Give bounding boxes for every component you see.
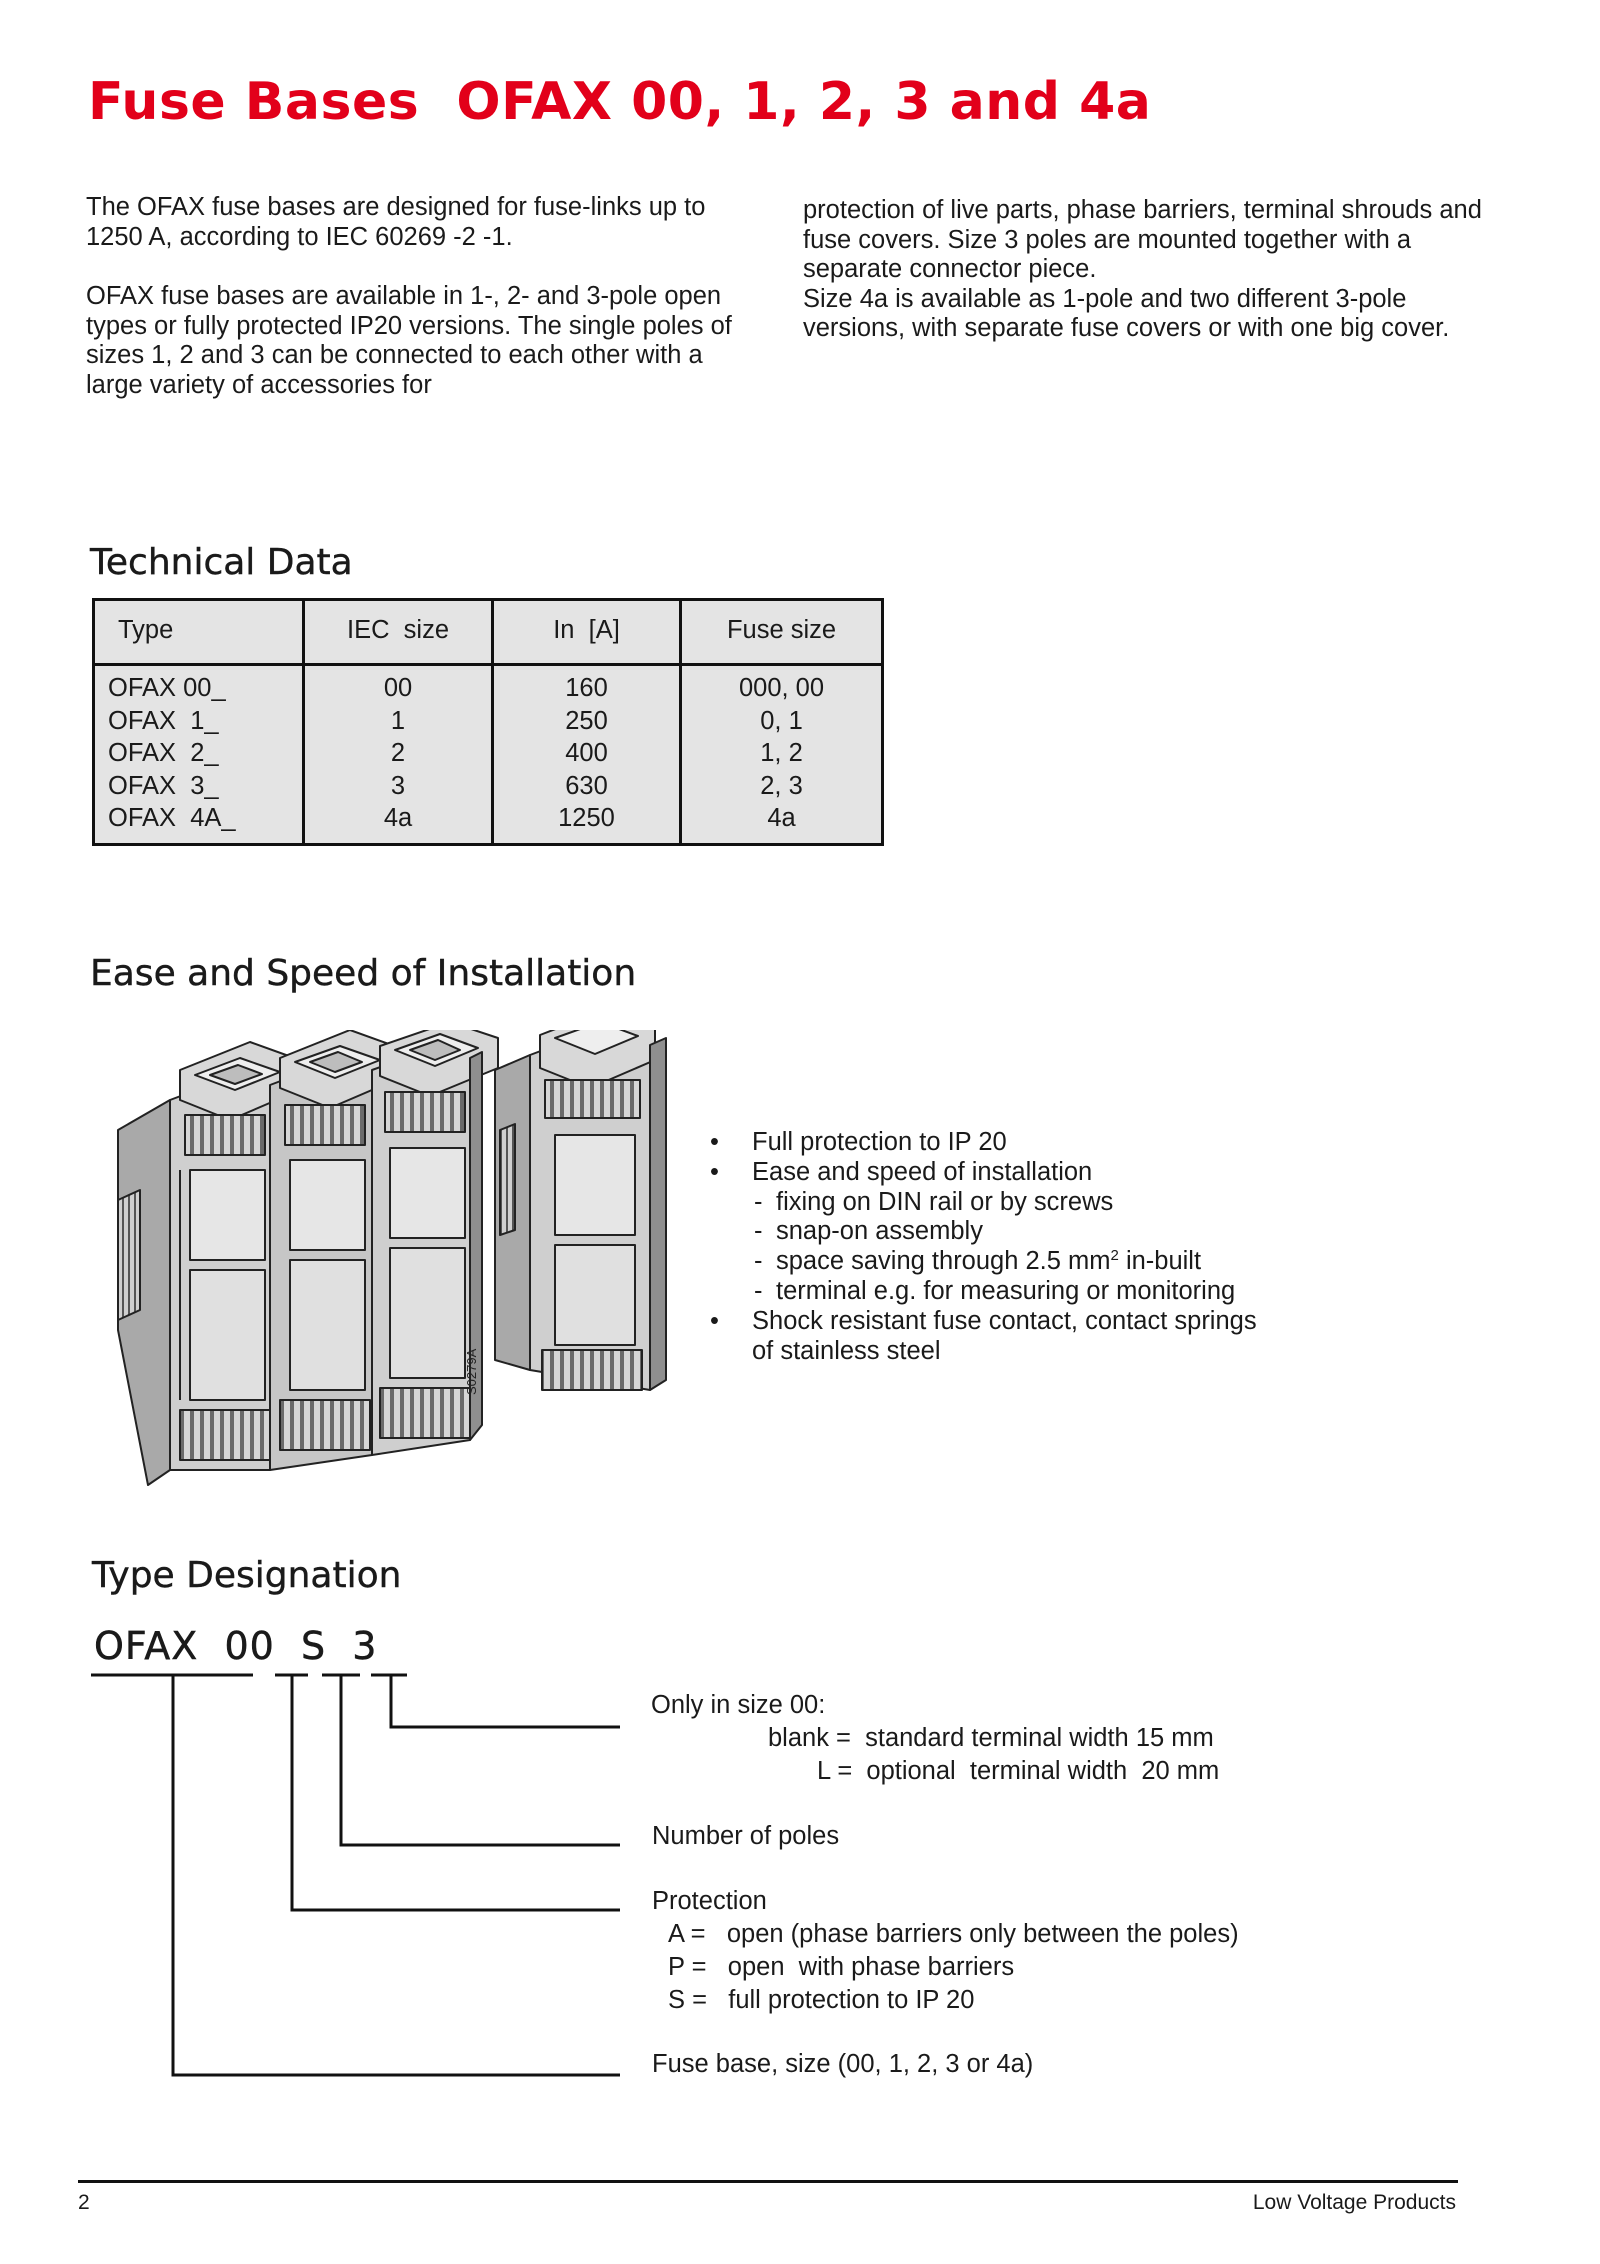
feature-text: terminal e.g. for measuring or monitoring (776, 1276, 1236, 1305)
image-code: S0279A (464, 1348, 479, 1395)
protection-option-a: A = open (phase barriers only between the poles) (668, 1920, 1239, 1948)
table-cell: 400 (565, 739, 608, 767)
fuse-base-illustration (110, 1030, 680, 1500)
table-cell: OFAX 1_ (108, 706, 219, 735)
feature-subitem: - snap-on assembly (708, 1217, 1348, 1247)
footer-rule (78, 2180, 1458, 2183)
table-column-iec-size (305, 672, 491, 835)
table-column-in (494, 672, 679, 835)
technical-data-table (92, 598, 884, 846)
feature-item-continued: of stainless steel (752, 1336, 941, 1365)
table-header-divider (95, 663, 881, 666)
table-header-in: In [A] (553, 616, 620, 644)
table-cell: 630 (565, 771, 608, 800)
table-column-type (108, 672, 236, 835)
technical-data-heading: Technical Data (90, 542, 353, 583)
superscript: 2 (1110, 1247, 1119, 1265)
table-cell: OFAX 4A_ (108, 804, 236, 832)
type-code: OFAX 00 S 3 (94, 1624, 378, 1668)
table-cell: 2, 3 (760, 771, 803, 800)
feature-text: space saving through 2.5 mm (776, 1247, 1111, 1276)
feature-item: • Ease and speed of installation (708, 1158, 1348, 1188)
page-number: 2 (78, 2191, 90, 2214)
table-cell: 1250 (558, 804, 615, 832)
designation-connector-lines (0, 1660, 640, 2090)
intro-paragraph: The OFAX fuse bases are designed for fuse-links up to 1250 A, according to IEC 60269 -2 -1. (86, 193, 706, 251)
table-cell: 1 (390, 706, 406, 735)
table-cell: 2 (390, 739, 406, 767)
table-cell: 3 (390, 771, 406, 800)
table-cell: OFAX 00_ (108, 674, 226, 702)
intro-left-column (86, 193, 746, 430)
footer-section-label: Low Voltage Products (1252, 2191, 1456, 2214)
table-cell: 00 (383, 674, 413, 702)
installation-heading: Ease and Speed of Installation (90, 953, 637, 994)
size00-blank-option: blank = standard terminal width 15 mm (768, 1724, 1214, 1752)
feature-list (708, 1128, 1348, 1366)
size00-title: Only in size 00: (651, 1691, 826, 1719)
type-designation-heading: Type Designation (92, 1555, 402, 1596)
intro-paragraph: OFAX fuse bases are available in 1-, 2- and 3-pole open types or fully protected IP20 versions. The single poles of sizes 1, 2 and 3 can be connected to each other with a large variety of accessories for (86, 282, 732, 399)
protection-option-s: S = full protection to IP 20 (668, 1986, 975, 2014)
table-header-fuse-size: Fuse size (726, 616, 837, 644)
intro-paragraph: protection of live parts, phase barriers, terminal shrouds and fuse covers. Size 3 poles are mounted together with a separate connector piece. (803, 196, 1482, 283)
feature-text: in-built (1118, 1247, 1202, 1276)
table-cell: 000, 00 (738, 674, 825, 702)
protection-option-p: P = open with phase barriers (668, 1953, 1015, 1981)
fuse-base-size-label: Fuse base, size (00, 1, 2, 3 or 4a) (652, 2050, 1034, 2078)
table-cell: 1, 2 (760, 739, 803, 767)
table-cell: 4a (767, 804, 796, 832)
size00-l-option: L = optional terminal width 20 mm (817, 1757, 1220, 1785)
feature-subitem: - fixing on DIN rail or by screws (708, 1188, 1348, 1218)
table-cell: 0, 1 (760, 706, 803, 735)
table-cell: OFAX 3_ (108, 771, 219, 800)
table-cell: OFAX 2_ (108, 739, 219, 767)
intro-paragraph: Size 4a is available as 1-pole and two different 3-pole versions, with separate fuse covers or with one big cover. (803, 284, 1450, 342)
protection-title: Protection (652, 1887, 767, 1915)
table-column-fuse-size (682, 672, 881, 835)
feature-item: • Full protection to IP 20 (708, 1128, 1348, 1158)
table-cell: 4a (383, 804, 413, 832)
feature-subitem-continued (708, 1277, 1348, 1307)
table-header-type: Type (118, 616, 174, 644)
feature-item: • Shock resistant fuse contact, contact springs (708, 1307, 1348, 1337)
page-title: Fuse Bases OFAX 00, 1, 2, 3 and 4a (88, 72, 1152, 132)
table-header-iec-size: IEC size (346, 616, 450, 644)
table-cell: 160 (565, 674, 608, 702)
number-of-poles-label: Number of poles (652, 1822, 840, 1850)
intro-right-column (803, 196, 1503, 344)
feature-subitem (708, 1247, 1348, 1277)
table-cell: 250 (565, 706, 608, 735)
